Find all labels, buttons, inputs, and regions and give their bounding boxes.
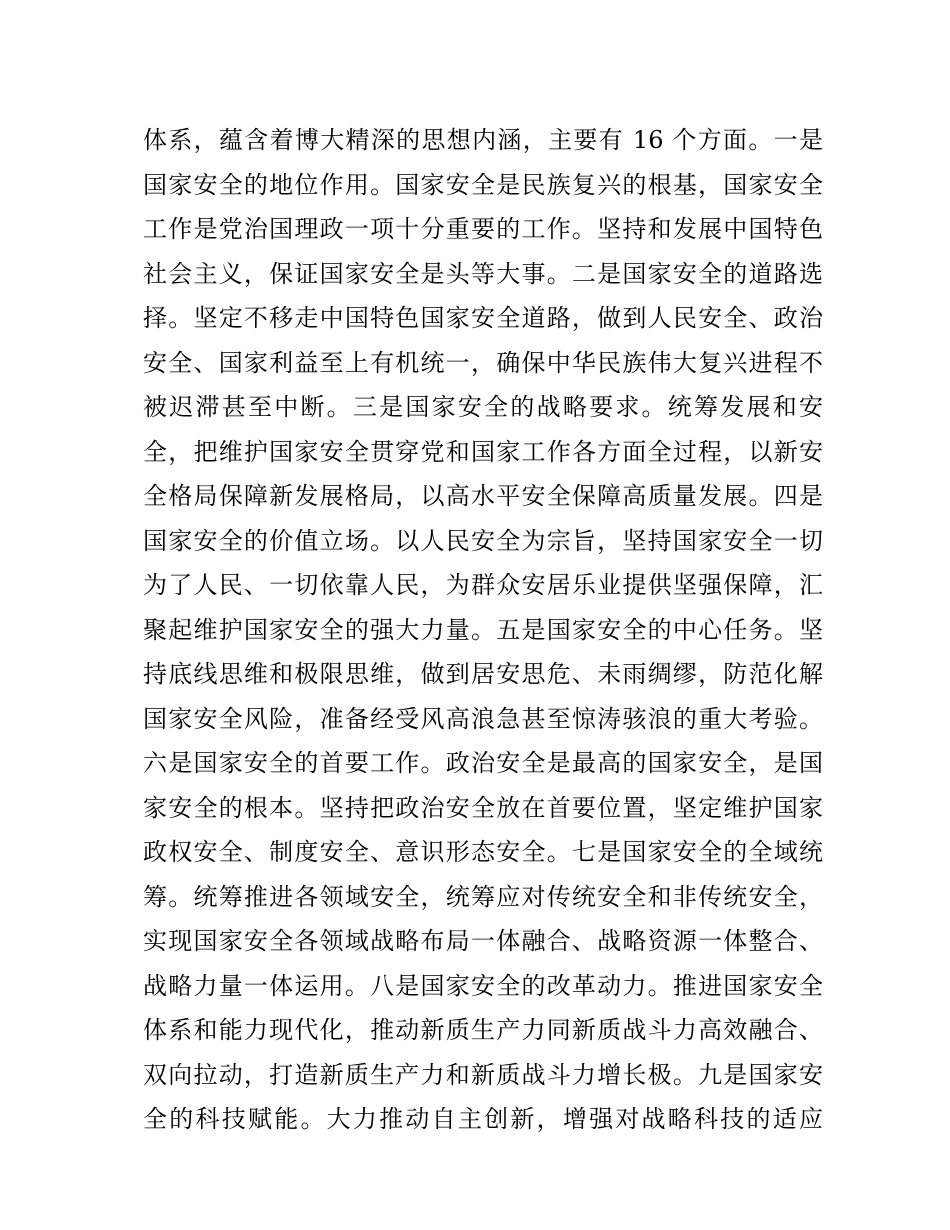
text-line: 筹。统筹推进各领域安全，统筹应对传统安全和非传统安全， (143, 882, 823, 911)
text-line: 六是国家安全的首要工作。政治安全是最高的国家安全，是国 (143, 749, 823, 777)
text-line: 国家安全的价值立场。以人民安全为宗旨，坚持国家安全一切 (143, 526, 823, 555)
text-line: 战略力量一体运用。八是国家安全的改革动力。推进国家安全 (143, 971, 823, 1000)
text-line: 安全、国家利益至上有机统一，确保中华民族伟大复兴进程不 (143, 348, 823, 377)
text-line: 家安全的根本。坚持把政治安全放在首要位置，坚定维护国家 (143, 793, 823, 822)
text-line: 全，把维护国家安全贯穿党和国家工作各方面全过程，以新安 (143, 437, 823, 466)
text-line: 全格局保障新发展格局，以高水平安全保障高质量发展。四是 (143, 482, 823, 510)
text-line: 实现国家安全各领域战略布局一体融合、战略资源一体整合、 (143, 927, 823, 955)
text-line: 全的科技赋能。大力推动自主创新，增强对战略科技的适应 (143, 1105, 823, 1133)
text-line: 工作是党治国理政一项十分重要的工作。坚持和发展中国特色 (143, 215, 823, 243)
text-line: 体系，蕴含着博大精深的思想内涵，主要有 16 个方面。一是 (143, 126, 823, 154)
body-paragraph (143, 118, 823, 1142)
text-line: 持底线思维和极限思维，做到居安思危、未雨绸缪，防范化解 (143, 660, 823, 688)
text-line: 国家安全的地位作用。国家安全是民族复兴的根基，国家安全 (143, 170, 823, 199)
text-line: 政权安全、制度安全、意识形态安全。七是国家安全的全域统 (143, 838, 823, 866)
text-line: 体系和能力现代化，推动新质生产力同新质战斗力高效融合、 (143, 1016, 823, 1044)
text-line: 择。坚定不移走中国特色国家安全道路，做到人民安全、政治 (143, 304, 823, 332)
text-line: 双向拉动，打造新质生产力和新质战斗力增长极。九是国家安 (143, 1060, 823, 1089)
text-line: 国家安全风险，准备经受风高浪急甚至惊涛骇浪的重大考验。 (143, 704, 823, 733)
text-line: 聚起维护国家安全的强大力量。五是国家安全的中心任务。坚 (143, 615, 823, 644)
text-line: 为了人民、一切依靠人民，为群众安居乐业提供坚强保障，汇 (143, 571, 823, 599)
text-line: 社会主义，保证国家安全是头等大事。二是国家安全的道路选 (143, 259, 823, 288)
text-line: 被迟滞甚至中断。三是国家安全的战略要求。统筹发展和安 (143, 393, 823, 421)
